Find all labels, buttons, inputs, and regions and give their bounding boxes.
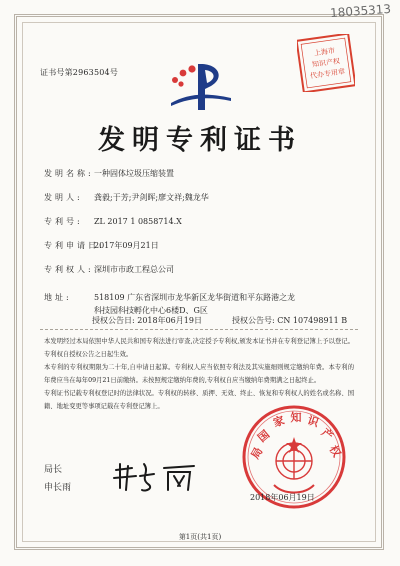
field-value: 深圳市市政工程总公司 xyxy=(94,265,174,274)
certificate-number: 证书号第2963504号 xyxy=(40,68,119,77)
field-value: 518109 广东省深圳市龙华新区龙华街道和平东路港之龙 xyxy=(94,293,296,302)
field-value: ZL 2017 1 0858714.X xyxy=(94,217,182,226)
seal-date: 2018年06月19日 xyxy=(250,493,315,502)
director-name: 申长雨 xyxy=(44,483,72,493)
grant-number: 授权公告号: CN 107498911 B xyxy=(232,316,348,325)
page-title: 发明专利证书 xyxy=(98,125,302,156)
divider xyxy=(40,329,358,330)
handwritten-note: 18035313 xyxy=(329,1,392,21)
field-label: 发明名称: xyxy=(44,169,94,178)
field-value: 2017年09月21日 xyxy=(94,241,159,250)
field-label: 专利号: xyxy=(44,217,83,226)
stamp-line-3: 代办专用章 xyxy=(309,67,346,81)
field-patent-number xyxy=(44,216,182,227)
grant-date: 授权公告日: 2018年06月19日 xyxy=(92,316,202,325)
field-inventors xyxy=(44,192,209,203)
director-title: 局长 xyxy=(44,465,63,475)
stamp-line-1: 上海市 xyxy=(313,46,336,58)
field-value: 龚毅;于芳;尹剑晖;廖文祥;魏龙华 xyxy=(94,193,209,202)
svg-text:国: 国 xyxy=(255,427,273,445)
grant-info xyxy=(92,315,348,326)
address-line-2: 科技园科技孵化中心6楼D、G区 xyxy=(94,306,208,315)
stamp-line-2: 知识产权 xyxy=(311,57,341,69)
field-label: 专利申请日: xyxy=(44,241,105,250)
certificate-body xyxy=(44,335,354,413)
svg-text:家: 家 xyxy=(271,413,287,430)
field-value: 一种固体垃圾压缩装置 xyxy=(94,169,174,178)
svg-text:权: 权 xyxy=(326,443,344,460)
body-paragraph: 本发明经过本局依照中华人民共和国专利法进行审查,决定授予专利权,颁发本证书并在专利登记簿上予以登记。专利权自授权公告之日起生效。 xyxy=(44,338,354,358)
svg-text:识: 识 xyxy=(305,413,321,430)
page-footer: 第1页(共1页) xyxy=(178,533,222,541)
field-patentee xyxy=(44,264,174,275)
field-label: 发明人: xyxy=(44,193,83,202)
body-paragraph: 专利证书记载专利权登记时的法律状况。专利权的转移、质押、无效、终止、恢复和专利权人的姓名或名称、国籍、地址变更等事项记载在专利登记簿上。 xyxy=(44,390,354,410)
director-signature xyxy=(110,458,200,496)
field-address xyxy=(44,292,295,303)
field-label: 地址: xyxy=(44,293,72,302)
svg-text:知: 知 xyxy=(290,411,302,424)
cnipa-logo-icon xyxy=(165,58,235,113)
body-paragraph: 本专利的专利权期限为二十年,自申请日起算。专利权人应当依照专利法及其实施细则规定缴纳年费。本专利的年费应当在每年09月21日前缴纳。未按照规定缴纳年费的,专利权自应当缴纳年费期满之日起终止。 xyxy=(44,364,354,384)
field-invention-name xyxy=(44,168,174,179)
field-label: 专利权人: xyxy=(44,265,94,274)
field-application-date xyxy=(44,240,159,251)
svg-text:产: 产 xyxy=(318,425,336,443)
svg-text:局: 局 xyxy=(248,445,266,462)
agency-stamp xyxy=(297,34,355,92)
